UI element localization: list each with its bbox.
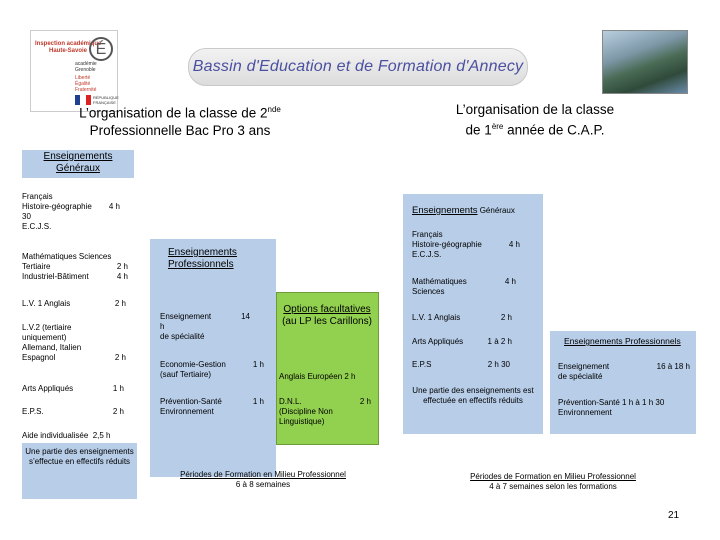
right-prevention: Prévention-Santé 1 h à 1 h 30 Environnement (558, 398, 665, 417)
general-box-title: Enseignements Généraux (43, 151, 113, 174)
right-pro-title: Enseignements Professionnels (564, 336, 681, 346)
right-general-items (412, 230, 520, 260)
list-item: E.C.J.S. (22, 222, 52, 231)
logo-academie-text: académie Grenoble (75, 61, 97, 73)
pro-box-title: Enseignements Professionnels (168, 247, 237, 270)
logo-main-text: Inspection académique Haute-Savoie (35, 41, 102, 54)
right-title: L’organisation de la classe de 1ère année de C.A.P. (455, 102, 615, 138)
dnl-block: D.N.L. 2 h (Discipline Non Linguistique) (279, 397, 371, 426)
math-label: Mathématiques Sciences (22, 252, 112, 261)
professional-education-box (150, 239, 276, 477)
list-item: E.C.J.S. (412, 250, 442, 259)
eco-gestion: Economie-Gestion 1 h (sauf Tertiaire) (160, 360, 264, 379)
list-item: Français (22, 192, 53, 201)
lv2-block: L.V.2 (tertiaire uniquement) Allemand, Italien Espagnol 2 h (22, 323, 126, 362)
banner-text: Bassin d'Education et de Formation d'Annecy (192, 58, 524, 75)
eps-row: E.P.S. 2 h (22, 407, 124, 416)
right-lv1-row: L.V. 1 Anglais 2 h (412, 313, 512, 322)
logo-e-mark: É (89, 37, 113, 61)
left-pfmp: Périodes de Formation en Milieu Professionnel 6 à 8 semaines (180, 470, 346, 489)
right-general-title: Enseignements Généraux (412, 205, 515, 216)
page-number: 21 (668, 510, 680, 521)
anglais-europeen: Anglais Européen 2 h (279, 372, 356, 381)
general-education-box (22, 150, 134, 178)
arts-row: Arts Appliqués 1 h (22, 384, 124, 393)
bassin-banner (188, 48, 528, 86)
academy-logo (30, 30, 118, 112)
logo-republique-text: RÉPUBLIQUE FRANÇAISE (93, 95, 119, 105)
right-pfmp: Périodes de Formation en Milieu Professionnel 4 à 7 semaines selon les formations (470, 472, 636, 491)
pro-specialite: Enseignement 14 h de spécialité (160, 312, 250, 341)
list-item: Industriel-Bâtiment 4 h (22, 272, 128, 281)
aide-individualisee: Aide individualisée 2,5 h (22, 431, 111, 440)
list-item: Tertiaire 2 h (22, 262, 128, 271)
left-title: L’organisation de la classe de 2nde Professionnelle Bac Pro 3 ans (79, 105, 281, 138)
left-note-box: Une partie des enseignements s’effectue en effectifs réduits (22, 443, 137, 499)
right-arts-row: Arts Appliqués 1 à 2 h (412, 337, 512, 346)
logo-motto-text: Liberté Égalité Fraternité (75, 75, 97, 93)
options-title: Options facultatives (au LP les Carillons) (282, 304, 372, 327)
lake-photo (602, 30, 688, 94)
lv1-row: L.V. 1 Anglais 2 h (22, 299, 126, 308)
right-eps-row: E.P.S 2 h 30 (412, 360, 510, 369)
prevention-sante: Prévention-Santé 1 h Environnement (160, 397, 264, 416)
general-items (22, 192, 130, 232)
right-note: Une partie des enseignements est effectuée en effectifs réduits (412, 386, 534, 405)
list-item: Français (412, 230, 443, 239)
right-math: Mathématiques 4 h Sciences (412, 277, 516, 296)
math-sciences (22, 252, 128, 282)
list-item: Histoire-géographie 4 h (412, 240, 520, 249)
list-item: Histoire-géographie 4 h (22, 202, 120, 211)
right-pro-specialite: Enseignement 16 à 18 h de spécialité (558, 362, 690, 381)
list-item: 30 (22, 212, 31, 221)
